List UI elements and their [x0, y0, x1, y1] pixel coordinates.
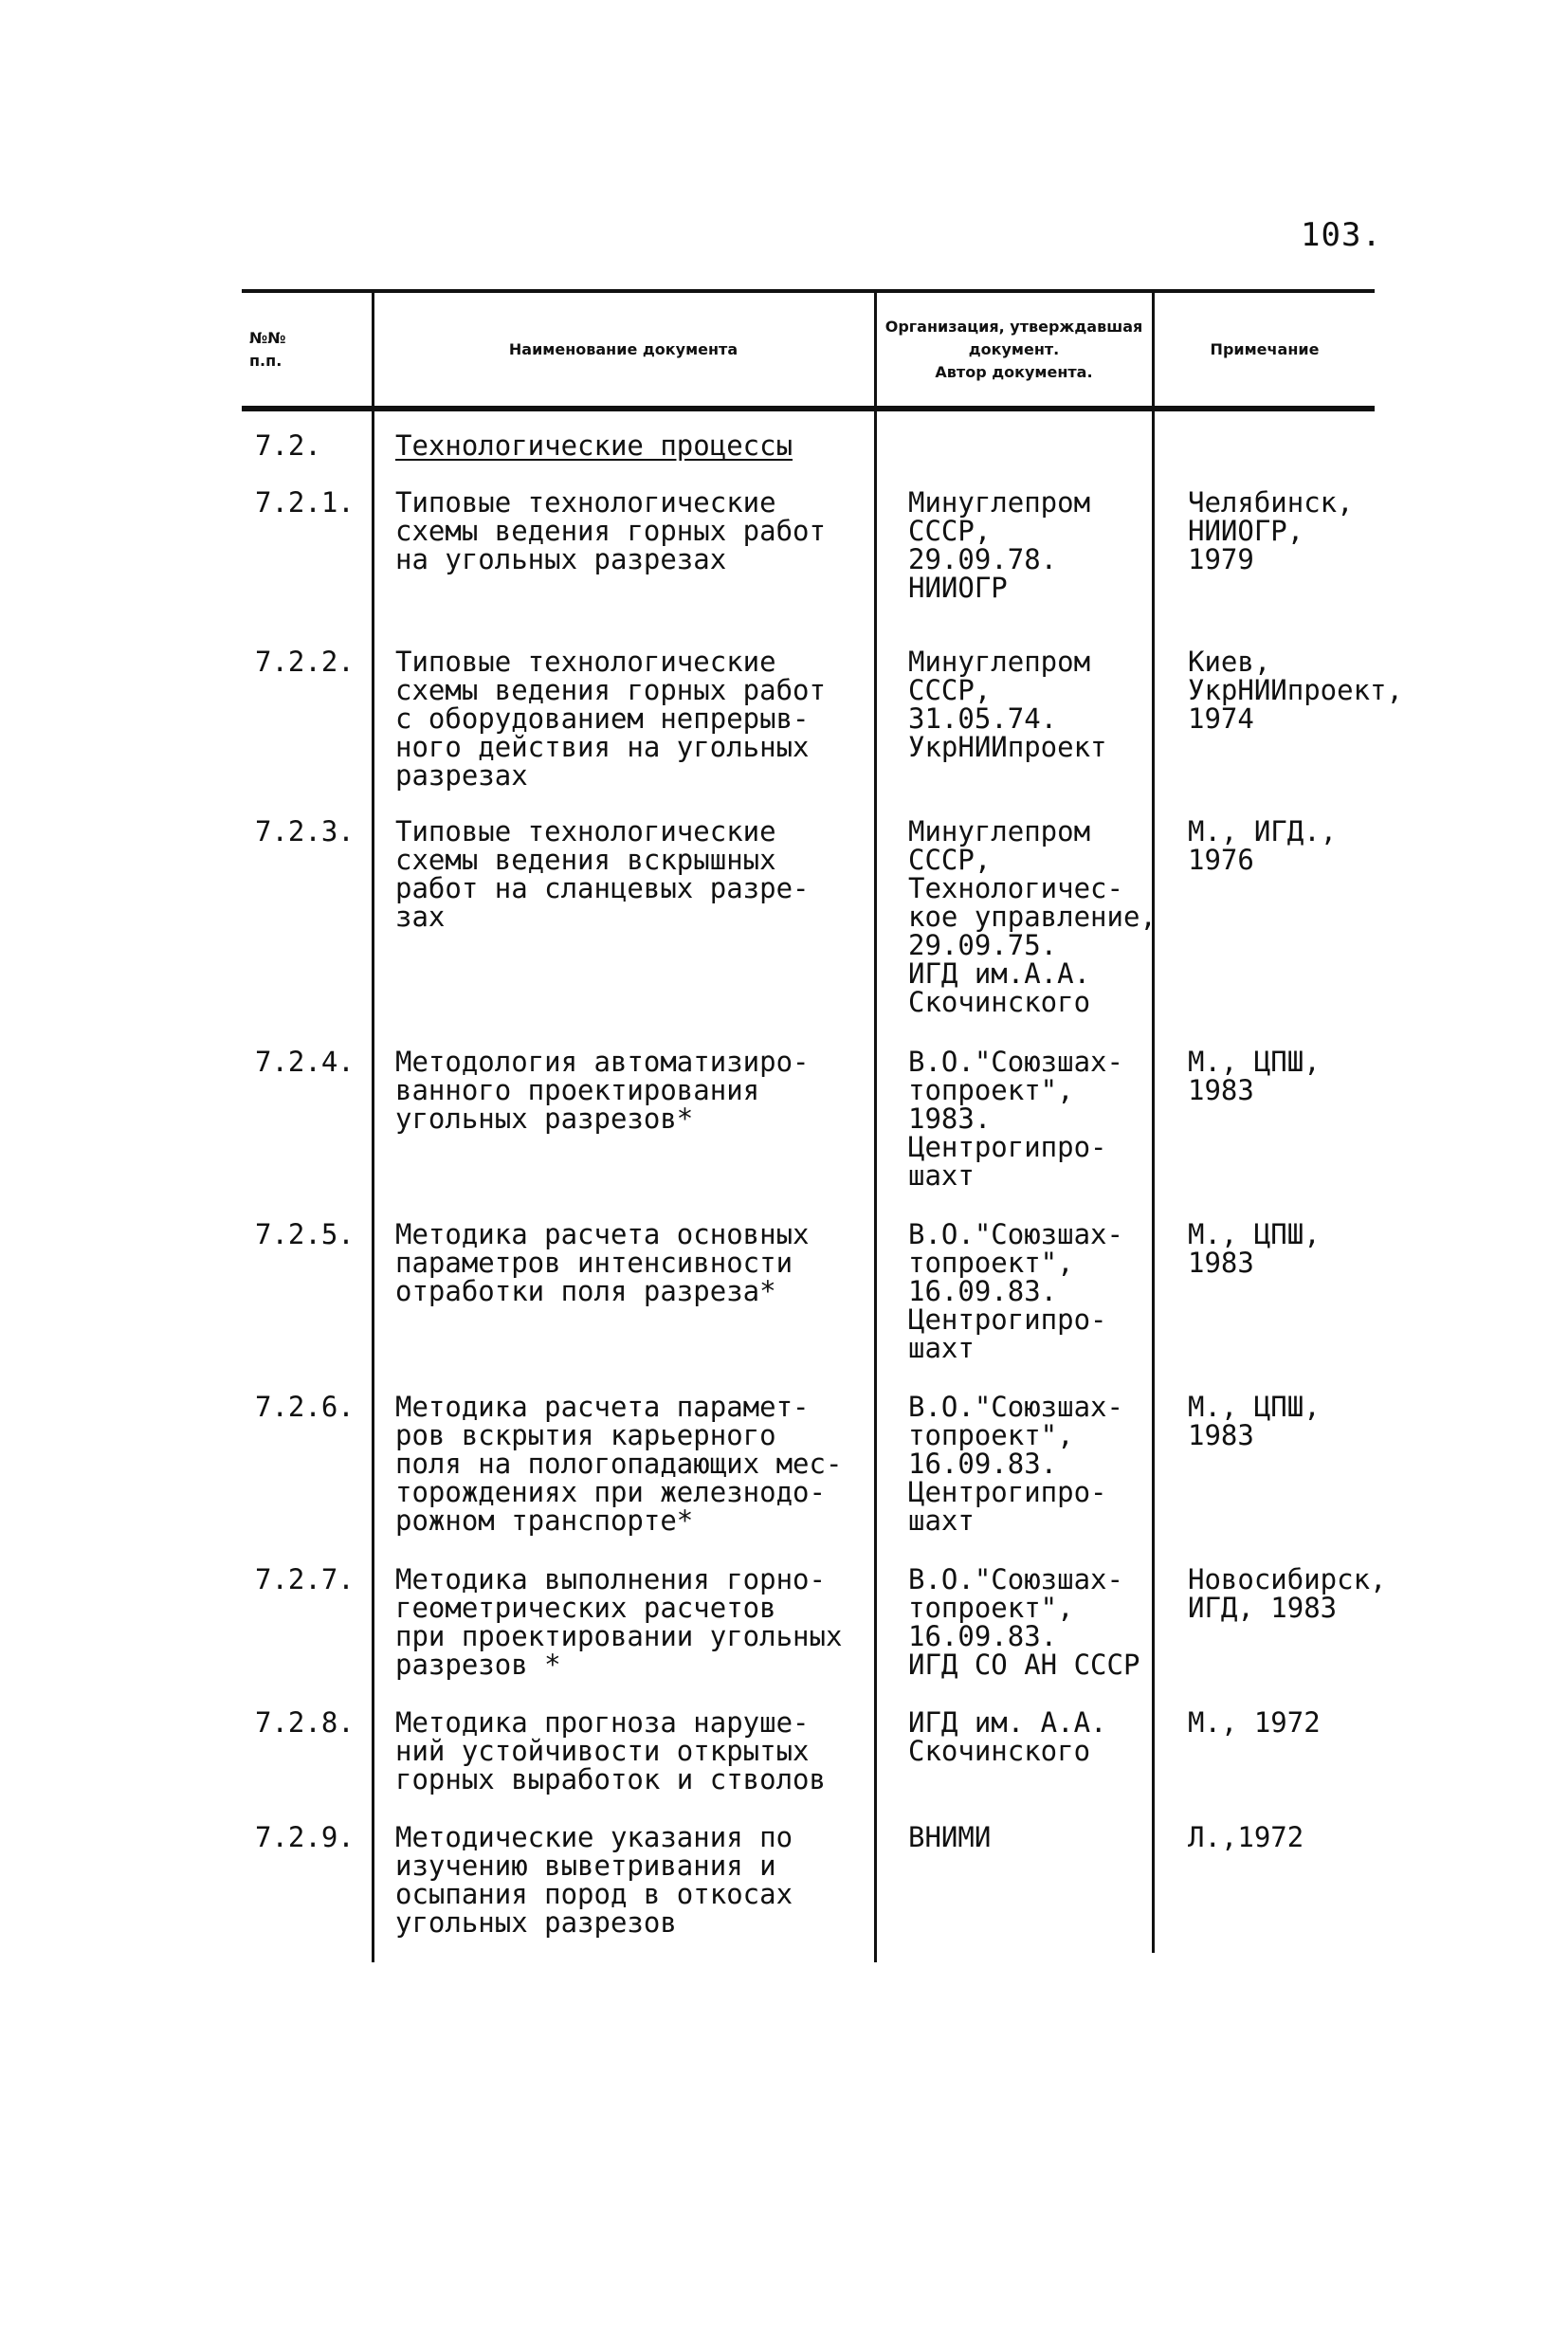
note: М., 1972 [1188, 1706, 1321, 1739]
document-name: Методология автоматизиро- ванного проектирования угольных разрезов* [395, 1046, 810, 1135]
table-row [242, 1563, 1387, 1707]
table-row [242, 1220, 1375, 1362]
organization-author: ИГД им. А.А. Скочинского [908, 1706, 1107, 1767]
document-name: Типовые технологические схемы ведения горных работ на угольных разрезах [395, 486, 826, 575]
header-note: Примечание [1210, 339, 1320, 358]
organization-author: Минуглепром СССР, 29.09.78. НИИОГР [908, 486, 1091, 604]
document-name: Методика расчета основных параметров интенсивности отработки поля разреза* [395, 1218, 810, 1307]
row-number: 7.2.7. [255, 1563, 355, 1595]
section-title: Технологические процессы [395, 429, 793, 462]
table-row [242, 488, 1375, 630]
document-name: Типовые технологические схемы ведения горных работ с оборудованием непрерыв- ного действия на угольных разрезах [395, 646, 826, 792]
header-number: №№ п.п. [249, 328, 286, 370]
section-number: 7.2. [255, 429, 321, 462]
table-row [242, 1048, 1375, 1190]
table-row [242, 815, 1375, 1018]
row-number: 7.2.8. [255, 1706, 355, 1739]
document-name: Типовые технологические схемы ведения вскрышных работ на сланцевых разре- зах [395, 815, 810, 933]
table-row [242, 646, 1403, 792]
note: М., ИГД., 1976 [1188, 815, 1338, 876]
organization-author: В.О."Союзшах- топроект", 16.09.83. Центрогипро- шахт [908, 1218, 1123, 1364]
organization-author: Минуглепром СССР, 31.05.74. УкрНИИпроект [908, 646, 1107, 763]
document-name: Методические указания по изучению выветривания и осыпания пород в откосах угольных разрезов [395, 1821, 793, 1939]
note: М., ЦПШ, 1983 [1188, 1391, 1321, 1451]
note: М., ЦПШ, 1983 [1188, 1218, 1321, 1279]
header-document-name: Наименование документа [508, 339, 738, 358]
page-number: 103. [1301, 216, 1382, 254]
row-number: 7.2.5. [255, 1218, 355, 1250]
organization-author: В.О."Союзшах- топроект", 16.09.83. ИГД СО АН СССР [908, 1563, 1140, 1681]
document-name: Методика прогноза наруше- ний устойчивости открытых горных выработок и стволов [395, 1706, 826, 1795]
row-number: 7.2.2. [255, 646, 355, 678]
organization-author: ВНИМИ [908, 1821, 992, 1853]
row-number: 7.2.9. [255, 1821, 355, 1853]
note: Л.,1972 [1188, 1821, 1304, 1853]
organization-author: Минуглепром СССР, Технологичес- кое управление, 29.09.75. ИГД им.А.А. Скочинского [908, 815, 1157, 1018]
header-organization: Организация, утверждавшая документ. Автор документа. [884, 317, 1143, 381]
note: Новосибирск, ИГД, 1983 [1188, 1563, 1387, 1624]
table-row [242, 1823, 1375, 1965]
row-number: 7.2.3. [255, 815, 355, 847]
note: Киев, УкрНИИпроект, 1974 [1188, 646, 1403, 735]
organization-author: В.О."Союзшах- топроект", 16.09.83. Центрогипро- шахт [908, 1391, 1123, 1537]
table-row [242, 1393, 1375, 1535]
row-number: 7.2.6. [255, 1391, 355, 1423]
document-name: Методика расчета парамет- ров вскрытия карьерного поля на пологопадающих мес- торождениях при железнодо- рожном транспорте* [395, 1391, 843, 1537]
row-number: 7.2.1. [255, 486, 355, 519]
note: Челябинск, НИИОГР, 1979 [1188, 486, 1354, 575]
row-number: 7.2.4. [255, 1046, 355, 1078]
document-name: Методика выполнения горно- геометрических расчетов при проектировании угольных разрезов * [395, 1563, 843, 1681]
table-header-rule [242, 406, 1375, 411]
organization-author: В.О."Союзшах- топроект", 1983. Центрогипро- шахт [908, 1046, 1123, 1192]
note: М., ЦПШ, 1983 [1188, 1046, 1321, 1106]
